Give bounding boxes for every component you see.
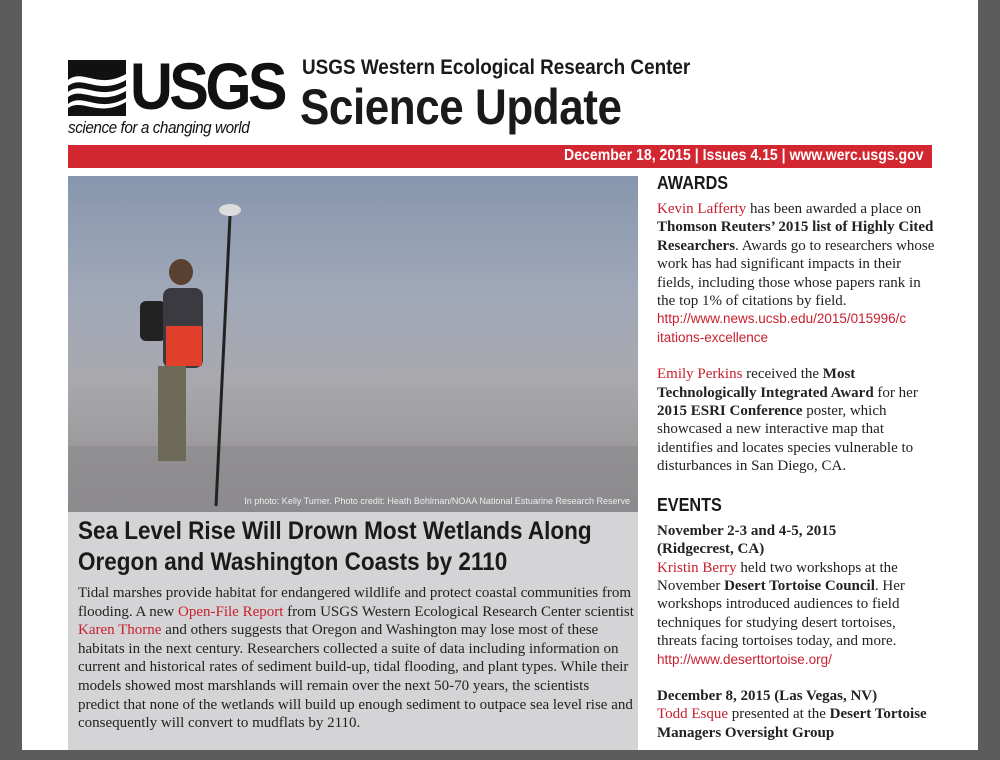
event-url-link[interactable]: http://www.deserttortoise.org/ <box>657 651 832 667</box>
person-link[interactable]: Kevin Lafferty <box>657 201 747 217</box>
karen-thorne-link[interactable]: Karen Thorne <box>78 622 162 639</box>
article-title: Sea Level Rise Will Drown Most Wetlands Along Oregon and Washington Coasts by 2110 <box>78 517 592 576</box>
center-name: USGS Western Ecological Research Center <box>302 56 691 79</box>
event-date: November 2-3 and 4-5, 2015 (Ridgecrest, CA) <box>657 522 837 558</box>
event-name: Desert Tortoise Managers Oversight Group <box>657 706 927 741</box>
awards-heading: AWARDS <box>657 173 729 193</box>
feature-article <box>68 512 638 750</box>
text: . Awards go to researchers whose work has had significant impacts in their fields, including those whose papers rank in the top 1% of citations by field. <box>657 237 935 310</box>
text: has been awarded a place on <box>746 201 922 217</box>
text: received the <box>742 366 823 383</box>
text: held two workshops at the November <box>657 559 898 594</box>
award-name: Most Technologically Integrated Award <box>657 366 874 401</box>
logo-tagline: science for a changing world <box>68 118 250 137</box>
researcher-figure <box>68 176 638 512</box>
person-link[interactable]: Emily Perkins <box>657 366 743 383</box>
open-file-report-link[interactable]: Open-File Report <box>178 603 284 620</box>
event-item <box>657 522 937 669</box>
photo-caption: In photo: Kelly Turner. Photo credit: Heath Bohlman/NOAA National Estuarine Research Reserve <box>244 496 630 506</box>
event-item <box>657 687 937 742</box>
body-text: from USGS Western Ecological Research Center scientist <box>283 603 634 620</box>
issue-info: December 18, 2015 | Issues 4.15 | www.werc.usgs.gov <box>564 147 924 164</box>
award-url-link[interactable]: http://www.news.ucsb.edu/2015/015996/citations-excellence <box>657 311 907 345</box>
usgs-waves-icon <box>68 60 126 116</box>
text: poster, which showcased a new interactive map that identifies and locates species vulnerable to disturbances in San Diego, CA. <box>657 403 914 475</box>
award-item <box>657 200 937 347</box>
usgs-wordmark: USGS <box>130 49 284 123</box>
event-name: Desert Tortoise Council <box>724 577 875 594</box>
conference-name: 2015 ESRI Conference <box>657 403 803 420</box>
text: . Her workshops introduced audiences to field techniques for studying desert tortoises, threats facing tortoises today, and more. <box>657 577 905 650</box>
article-photo <box>68 176 638 512</box>
sidebar-column <box>657 172 937 760</box>
newsletter-title: Science Update <box>300 79 622 135</box>
events-heading: EVENTS <box>657 494 722 515</box>
text: presented at the <box>728 706 830 723</box>
person-link[interactable]: Todd Esque <box>657 706 729 723</box>
usgs-logo <box>68 49 292 140</box>
body-text: Tidal marshes provide habitat for endangered wildlife and protect coastal communities from flooding. A new <box>78 585 632 620</box>
issue-banner <box>68 145 932 168</box>
award-item <box>657 365 937 475</box>
article-body <box>78 584 634 733</box>
body-text: and others suggests that Oregon and Washington may lose most of these habitats in the next century. Researchers collected a suite of data including information on current and historical rates of sediment build-up, tidal flooding, and plant types. While their models showed most marshlands will remain over the next 50-70 years, the scientists predict that none of the wetlands will build up enough sediment to outpace sea level rise and consequently will convert to mudflats by 2110. <box>78 622 633 732</box>
person-link[interactable]: Kristin Berry <box>657 559 737 576</box>
text: for her <box>873 384 918 401</box>
event-date: December 8, 2015 (Las Vegas, NV) <box>657 687 878 704</box>
award-name: Thomson Reuters’ 2015 list of Highly Cited Researchers <box>657 219 934 254</box>
